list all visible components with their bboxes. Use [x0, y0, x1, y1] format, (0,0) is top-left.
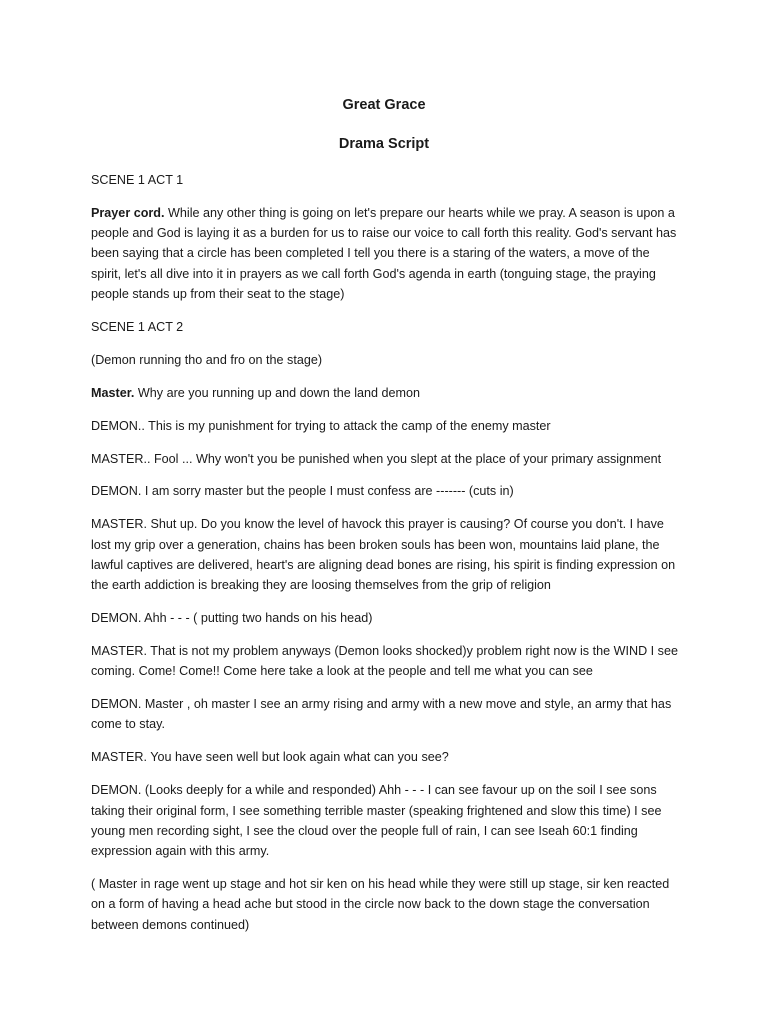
paragraph-text: SCENE 1 ACT 1: [91, 173, 184, 187]
paragraph-text: DEMON. I am sorry master but the people I must confess are ------- (cuts in): [91, 484, 514, 499]
dialogue-line: [91, 780, 681, 861]
dialogue-line: [91, 481, 681, 501]
paragraph-text: DEMON. (Looks deeply for a while and responded) Ahh - - - I can see favour up on the soil I see sons taking their original form, I see something terrible master (speaking frightened and slow this time) I see young men recording sight, I see the cloud over the people full of rain, I can see Iseah 60:1 finding expression again with this army.: [91, 783, 662, 859]
dialogue-line: [91, 747, 681, 767]
paragraph-lead: Prayer cord.: [91, 205, 165, 220]
paragraph-text: While any other thing is going on let's prepare our hearts while we pray. A season is upon a people and God is laying it as a burden for us to raise our voice to call forth this reality. God's servant has been saying that a circle has been completed I tell you there is a staring of the waters, a move of the spirit, let's all dive into it in prayers as we call forth God's agenda in earth (tonguing stage, the praying people stands up from their seat to the stage): [91, 205, 677, 302]
dialogue-line: [91, 416, 681, 436]
paragraph-text: ( Master in rage went up stage and hot sir ken on his head while they were still up stage, sir ken reacted on a form of having a head ache but stood in the circle now back to the down stage the conversation between demons continued): [91, 877, 670, 932]
paragraph-text: MASTER. You have seen well but look again what can you see?: [91, 750, 449, 765]
paragraph-text: Why are you running up and down the land demon: [134, 385, 421, 400]
paragraph-text: DEMON. Master , oh master I see an army rising and army with a new move and style, an army that has come to stay.: [91, 697, 672, 732]
dialogue-line: [91, 608, 681, 628]
stage-direction: [91, 350, 681, 370]
stage-direction: [91, 874, 681, 935]
paragraph-text: SCENE 1 ACT 2: [91, 319, 184, 334]
dialogue-line: [91, 641, 681, 682]
paragraph-text: MASTER. Shut up. Do you know the level of havock this prayer is causing? Of course you don't. I have lost my grip over a generation, chains has been broken souls has been won, mountains laid plane, the lawful captives are delivered, heart's are aligning dead bones are rising, his spirit is finding expression on the earth addiction is breaking they are loosing themselves from the grip of religion: [91, 517, 676, 593]
page-subtitle: Drama Script: [338, 136, 430, 152]
scene-heading: [91, 170, 681, 190]
paragraph-text: DEMON.. This is my punishment for trying to attack the camp of the enemy master: [91, 418, 551, 433]
paragraph-text: MASTER. That is not my problem anyways (Demon looks shocked)y problem right now is the WIND I see coming. Come! Come!! Come here take a look at the people and tell me what you can see: [91, 643, 678, 679]
page-title: Great Grace: [342, 97, 426, 113]
scene-heading: [91, 317, 681, 337]
script-body: [91, 170, 681, 948]
paragraph-text: DEMON. Ahh - - - ( putting two hands on his head): [91, 611, 373, 626]
paragraph-lead: Master.: [91, 385, 135, 400]
dialogue-line: [91, 694, 681, 735]
dialogue-line: [91, 449, 681, 469]
dialogue-line: [91, 514, 681, 595]
paragraph-text: MASTER.. Fool ... Why won't you be punished when you slept at the place of your primary assignment: [91, 451, 662, 466]
prayer-cord-paragraph: [91, 203, 681, 304]
dialogue-line: [91, 383, 681, 403]
paragraph-text: (Demon running tho and fro on the stage): [91, 352, 323, 367]
